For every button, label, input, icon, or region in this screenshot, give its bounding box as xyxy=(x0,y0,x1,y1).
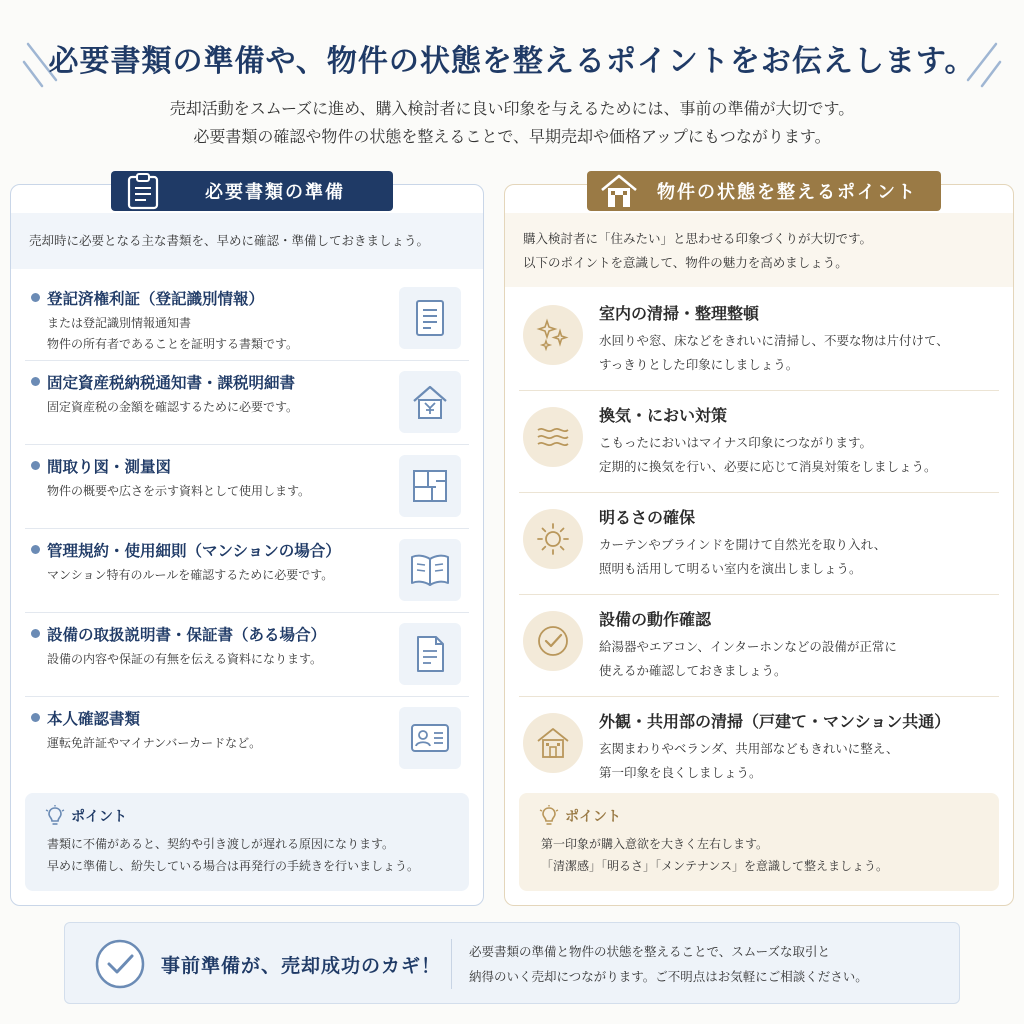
documents-heading-label: 必要書類の準備 xyxy=(205,182,345,203)
item-desc-line2: 物件の所有者であることを証明する書類です。 xyxy=(47,337,299,351)
item-desc-line2: 照明も活用して明るい室内を演出しましょう。 xyxy=(599,561,862,576)
list-item xyxy=(25,445,469,529)
list-item xyxy=(25,613,469,697)
item-desc xyxy=(47,313,387,355)
book-icon xyxy=(399,539,461,601)
item-title: 外観・共用部の清掃（戸建て・マンション共通） xyxy=(599,712,951,731)
item-title: 固定資産税納税通知書・課税明細書 xyxy=(47,374,296,392)
check-circle-icon xyxy=(523,611,583,671)
item-title: 室内の清掃・整理整頓 xyxy=(599,304,760,323)
item-title: 設備の動作確認 xyxy=(599,610,712,629)
list-item xyxy=(25,529,469,613)
point-heading xyxy=(539,805,979,827)
point-line2: 「清潔感」「明るさ」「メンテナンス」を意識して整えましょう。 xyxy=(541,859,889,873)
item-title: 本人確認書類 xyxy=(47,710,141,728)
documents-list xyxy=(25,277,469,781)
bullet-icon xyxy=(31,377,40,386)
item-desc-line1: 運転免許証やマイナンバーカードなど。 xyxy=(47,736,262,750)
lead-text-line2: 必要書類の確認や物件の状態を整えることで、早期売却や価格アップにもつながります。 xyxy=(193,127,831,146)
manual-icon xyxy=(399,623,461,685)
property-list xyxy=(519,289,999,799)
point-body xyxy=(539,833,979,877)
list-item xyxy=(519,391,999,493)
item-desc xyxy=(599,431,1009,479)
list-item xyxy=(519,595,999,697)
item-desc-line1: こもったにおいはマイナス印象につながります。 xyxy=(599,435,873,450)
documents-card xyxy=(10,184,484,906)
check-circle-icon xyxy=(93,937,147,991)
page-title: 必要書類の準備や、物件の状態を整えるポイントをお伝えします。 xyxy=(48,44,976,79)
item-desc-line1: マンション特有のルールを確認するために必要です。 xyxy=(47,568,334,582)
banner-desc-line2: 納得のいく売却につながります。ご不明点はお気軽にご相談ください。 xyxy=(469,969,868,984)
documents-heading xyxy=(111,171,393,211)
house-icon xyxy=(597,169,641,213)
list-item xyxy=(25,361,469,445)
item-desc-line1: カーテンやブラインドを開けて自然光を取り入れ、 xyxy=(599,537,887,552)
air-flow-icon xyxy=(523,407,583,467)
item-desc-line1: または登記識別情報通知書 xyxy=(47,316,192,330)
sun-icon xyxy=(523,509,583,569)
point-heading xyxy=(45,805,449,827)
item-desc xyxy=(47,565,387,586)
bullet-icon xyxy=(31,713,40,722)
bullet-icon xyxy=(31,293,40,302)
point-line2: 早めに準備し、紛失している場合は再発行の手続きを行いましょう。 xyxy=(47,859,420,873)
summary-banner xyxy=(64,922,960,1004)
item-desc-line2: 定期的に換気を行い、必要に応じて消臭対策をしましょう。 xyxy=(599,459,937,474)
document-icon xyxy=(399,287,461,349)
item-title: 換気・におい対策 xyxy=(599,406,728,425)
point-line1: 第一印象が購入意欲を大きく左右します。 xyxy=(541,837,769,851)
point-label: ポイント xyxy=(71,809,127,825)
item-desc xyxy=(47,397,387,418)
item-desc-line2: すっきりとした印象にしましょう。 xyxy=(599,357,799,372)
banner-headline: 事前準備が、売却成功のカギ！ xyxy=(161,955,442,977)
item-desc-line1: 物件の概要や広さを示す資料として使用します。 xyxy=(47,484,311,498)
property-card xyxy=(504,184,1014,906)
item-title: 設備の取扱説明書・保証書（ある場合） xyxy=(47,626,327,644)
item-desc-line1: 固定資産税の金額を確認するために必要です。 xyxy=(47,400,299,414)
floorplan-icon xyxy=(399,455,461,517)
bullet-icon xyxy=(31,461,40,470)
item-desc-line1: 玄関まわりやベランダ、共用部などもきれいに整え、 xyxy=(599,741,899,756)
banner-divider xyxy=(451,939,452,989)
item-desc-line1: 水回りや窓、床などをきれいに清掃し、不要な物は片付けて、 xyxy=(599,333,949,348)
item-title: 管理規約・使用細則（マンションの場合） xyxy=(47,542,341,560)
item-title: 間取り図・測量図 xyxy=(47,458,172,476)
sparkle-icon xyxy=(523,305,583,365)
item-desc-line1: 給湯器やエアコン、インターホンなどの設備が正常に xyxy=(599,639,897,654)
property-intro-line2: 以下のポイントを意識して、物件の魅力を高めましょう。 xyxy=(523,255,848,270)
item-desc xyxy=(599,329,1009,377)
point-line1: 書類に不備があると、契約や引き渡しが遅れる原因になります。 xyxy=(47,837,395,851)
item-desc xyxy=(599,737,1009,785)
property-intro xyxy=(505,213,1013,287)
lightbulb-icon xyxy=(45,805,65,827)
documents-point-box xyxy=(25,793,469,891)
lead-text-line1: 売却活動をスムーズに進め、購入検討者に良い印象を与えるためには、事前の準備が大切です。 xyxy=(169,99,855,118)
list-item xyxy=(519,493,999,595)
point-label: ポイント xyxy=(565,809,621,825)
item-desc xyxy=(47,733,387,754)
list-item xyxy=(25,697,469,781)
item-desc xyxy=(599,635,1009,683)
property-point-box xyxy=(519,793,999,891)
building-icon xyxy=(523,713,583,773)
list-item xyxy=(519,697,999,799)
banner-desc-line1: 必要書類の準備と物件の状態を整えることで、スムーズな取引と xyxy=(469,944,831,959)
documents-intro: 売却時に必要となる主な書類を、早めに確認・準備しておきましょう。 xyxy=(11,213,483,269)
property-heading xyxy=(587,171,941,211)
item-desc-line1: 設備の内容や保証の有無を伝える資料になります。 xyxy=(47,652,323,666)
lightbulb-icon xyxy=(539,805,559,827)
clipboard-icon xyxy=(121,169,165,213)
bullet-icon xyxy=(31,545,40,554)
item-desc-line2: 使えるか確認しておきましょう。 xyxy=(599,663,787,678)
item-desc xyxy=(47,481,387,502)
item-title: 明るさの確保 xyxy=(599,508,696,527)
id-card-icon xyxy=(399,707,461,769)
item-desc xyxy=(599,533,1009,581)
list-item xyxy=(25,277,469,361)
banner-desc xyxy=(469,939,949,989)
list-item xyxy=(519,289,999,391)
bullet-icon xyxy=(31,629,40,638)
point-body xyxy=(45,833,449,877)
item-desc-line2: 第一印象を良くしましょう。 xyxy=(599,765,762,780)
property-intro-line1: 購入検討者に「住みたい」と思わせる印象づくりが大切です。 xyxy=(523,231,873,246)
item-desc xyxy=(47,649,387,670)
house-tax-icon xyxy=(399,371,461,433)
property-heading-label: 物件の状態を整えるポイント xyxy=(657,182,917,203)
item-title: 登記済権利証（登記識別情報） xyxy=(47,290,265,308)
